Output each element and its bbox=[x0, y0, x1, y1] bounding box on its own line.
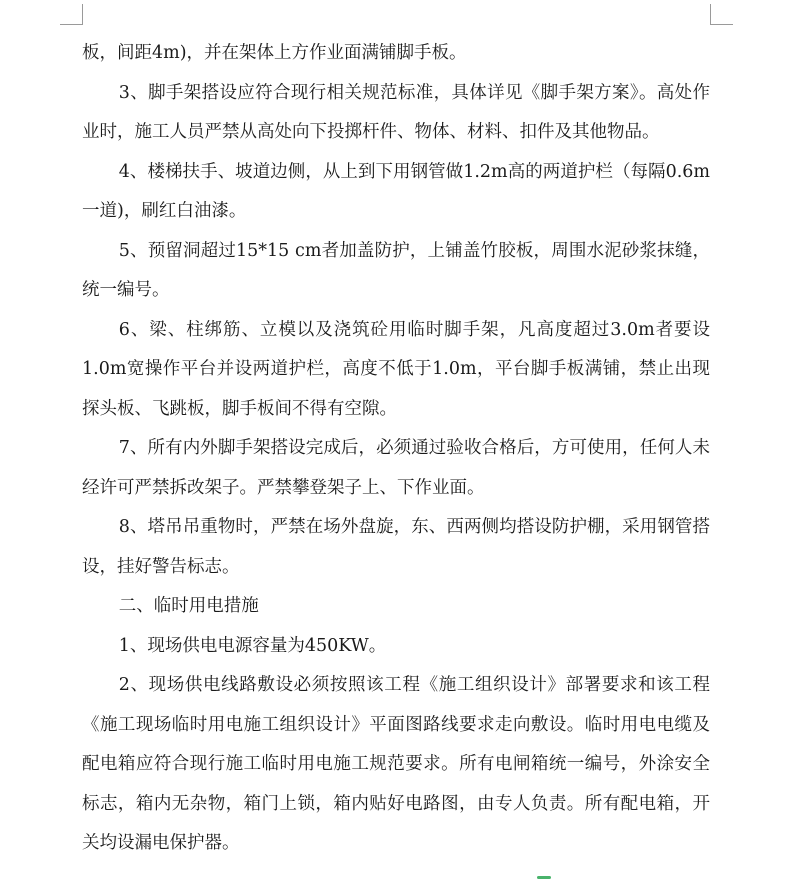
paragraph-power-lines: 2、现场供电线路敷设必须按照该工程《施工组织设计》部署要求和该工程《施工现场临时用电施工组织设计》平面图路线要求走向敷设。临时用电电缆及配电箱应符合现行施工临时用电施工规范要求。所有电闸箱统一编号，外涂安全标志，箱内无杂物，箱门上锁，箱内贴好电路图，由专人负责。所有配电箱，开关均设漏电保护器。 bbox=[82, 675, 710, 853]
section-heading-temporary-power: 二、临时用电措施 bbox=[118, 596, 259, 616]
paragraph-stair-railing: 4、楼梯扶手、坡道边侧，从上到下用钢管做1.2m高的两道护栏（每隔0.6m一道)，刷红白油漆。 bbox=[82, 161, 710, 221]
paragraph-tower-crane: 8、塔吊吊重物时，严禁在场外盘旋，东、西两侧均搭设防护棚，采用钢管搭设，挂好警告标志。 bbox=[82, 517, 710, 577]
paragraph-temporary-scaffold: 6、梁、柱绑筋、立模以及浇筑砼用临时脚手架，凡高度超过3.0m者要设1.0m宽操作平台并设两道护栏，高度不低于1.0m，平台脚手板满铺，禁止出现探头板、飞跳板，脚手板间不得有空隙。 bbox=[82, 319, 710, 419]
paragraph-scaffold-inspection: 7、所有内外脚手架搭设完成后，必须通过验收合格后，方可使用，任何人未经许可严禁拆改架子。严禁攀登架子上、下作业面。 bbox=[82, 438, 710, 498]
margin-corner-mark-left bbox=[60, 4, 83, 25]
paragraph-scaffold-standard: 3、脚手架搭设应符合现行相关规范标准，具体详见《脚手架方案》。高处作业时，施工人员严禁从高处向下投掷杆件、物体、材料、扣件及其他物品。 bbox=[82, 82, 710, 142]
green-marker bbox=[537, 876, 551, 879]
paragraph-continuation: 板，间距4m)，并在架体上方作业面满铺脚手板。 bbox=[82, 43, 467, 63]
document-body[interactable] bbox=[82, 34, 710, 864]
paragraph-opening-cover: 5、预留洞超过15*15 cm者加盖防护，上铺盖竹胶板，周围水泥砂浆抹缝，统一编号。 bbox=[82, 240, 710, 300]
margin-corner-mark-right bbox=[710, 4, 733, 25]
paragraph-power-capacity: 1、现场供电电源容量为450KW。 bbox=[118, 635, 387, 656]
